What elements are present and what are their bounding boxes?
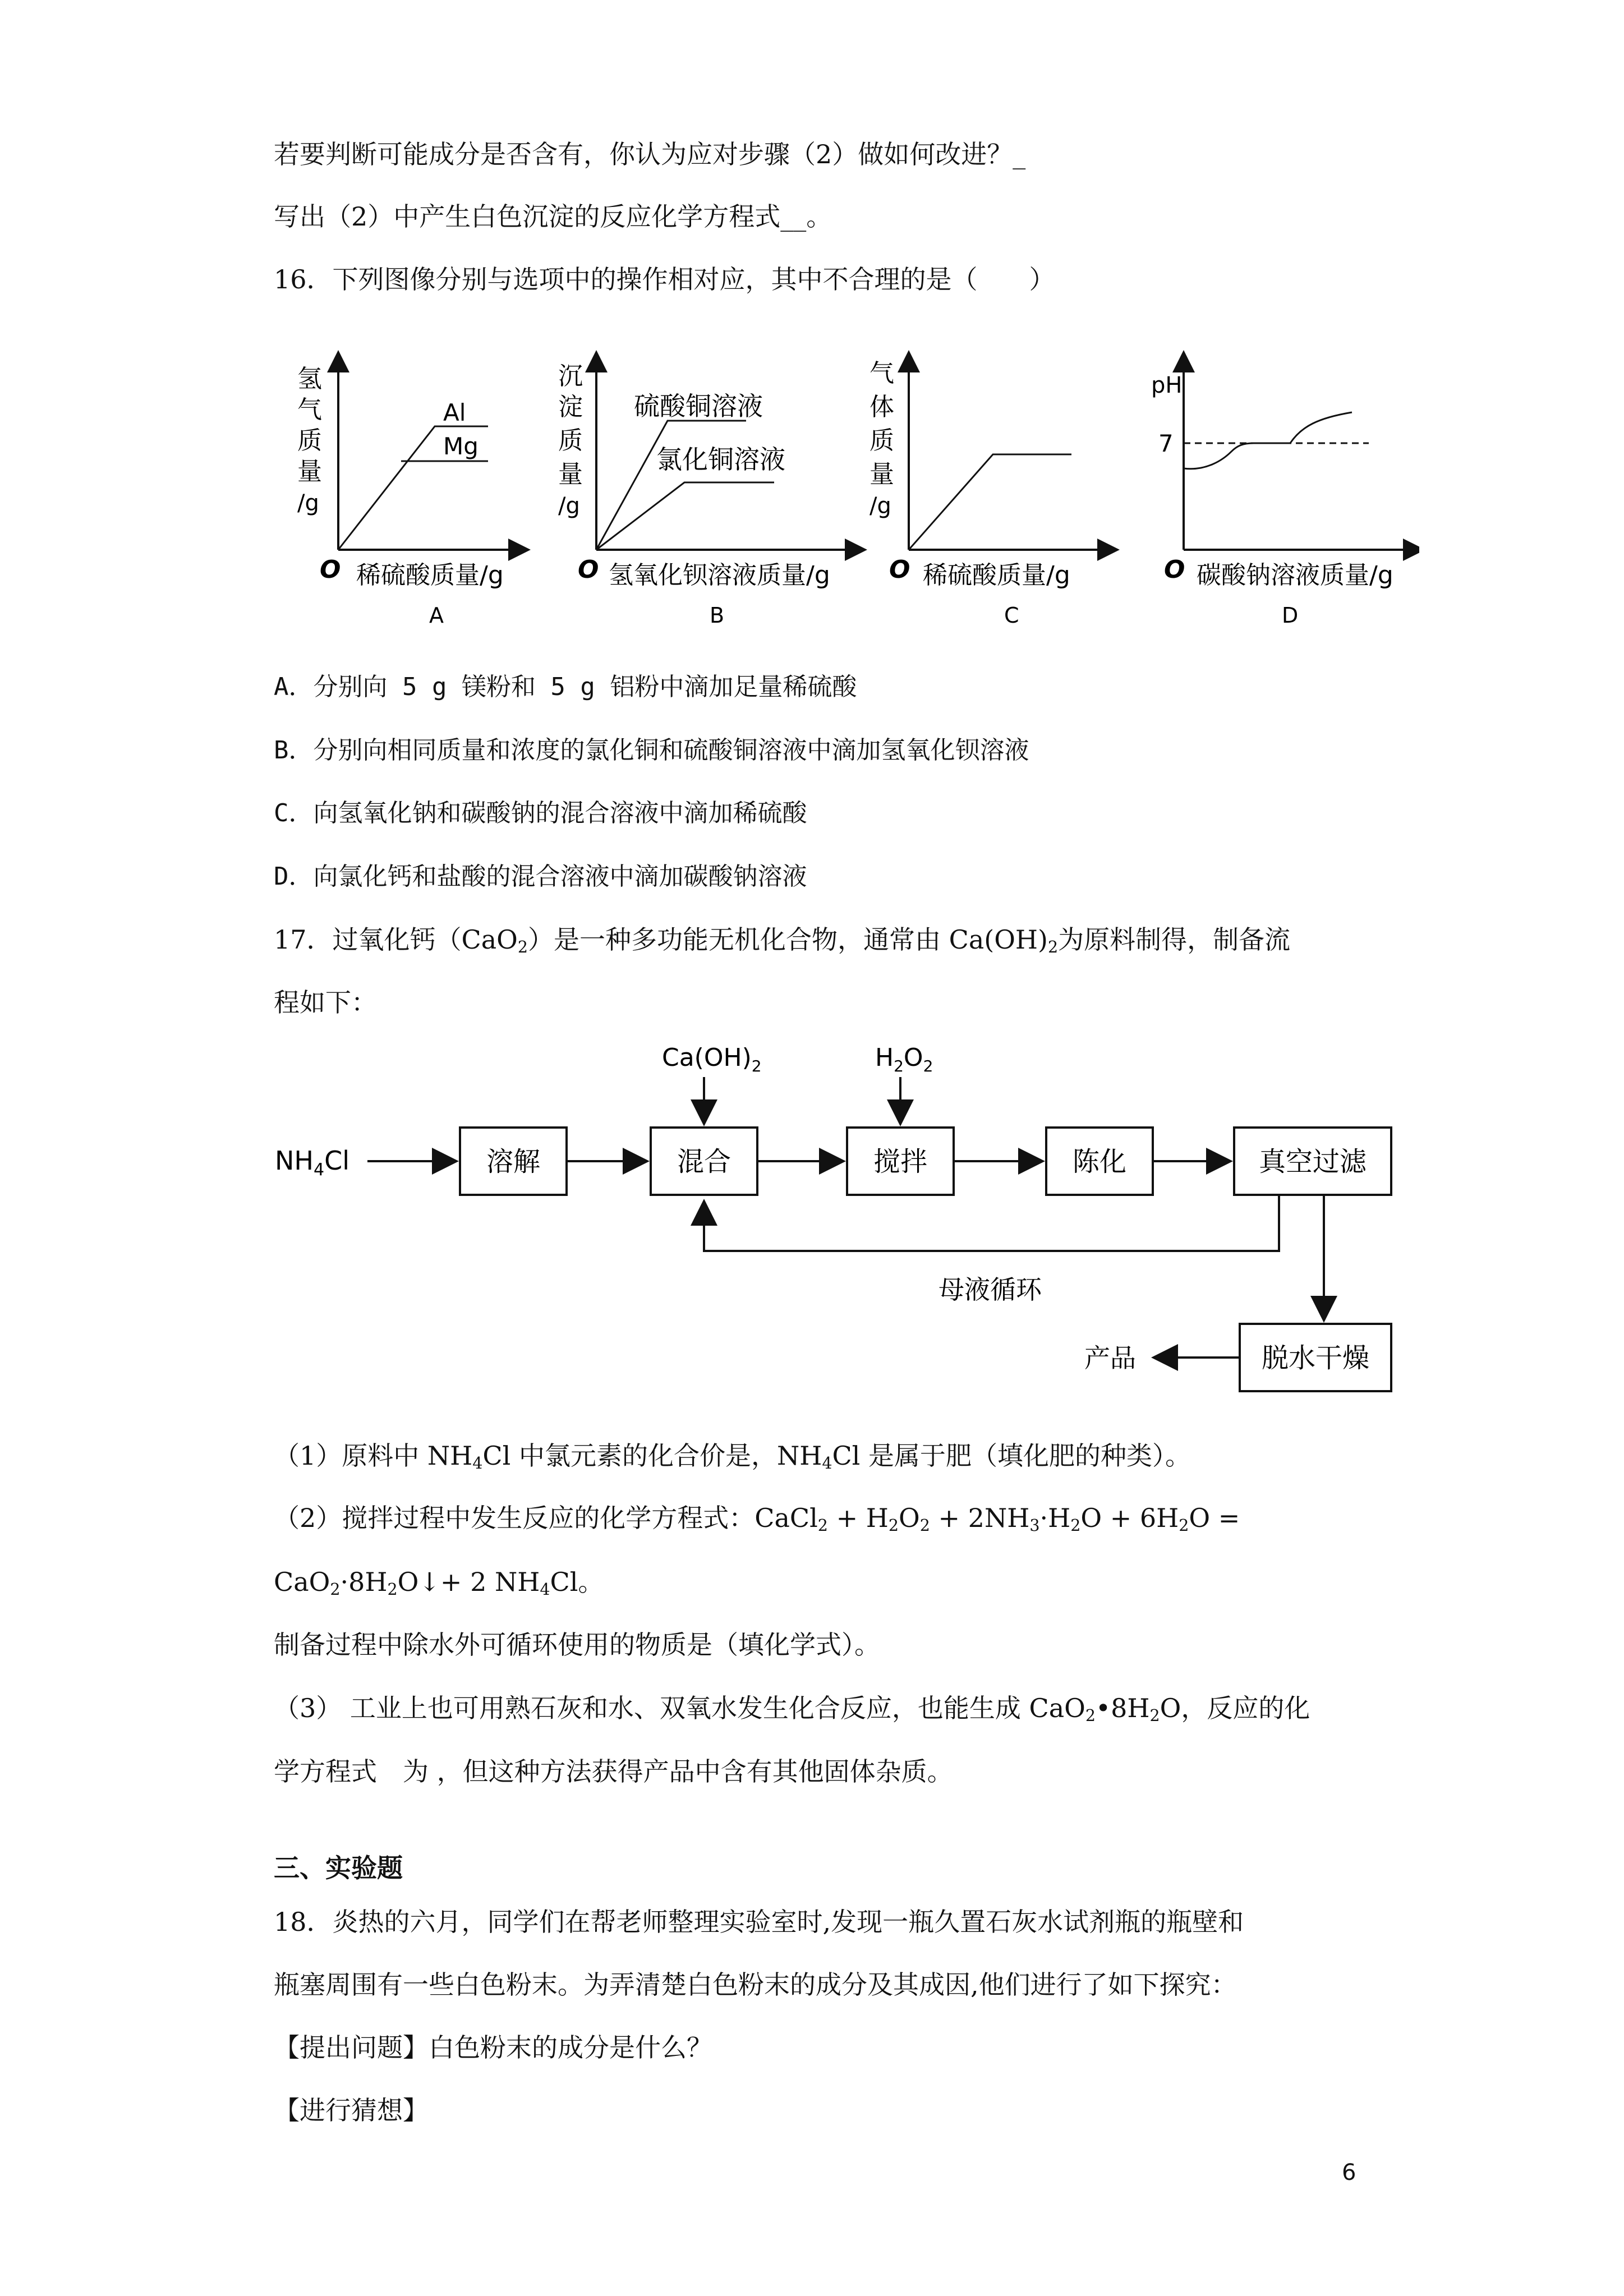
flow-box-vacuum-filter: 真空过滤 xyxy=(1258,1146,1367,1177)
chart-b-caption: B xyxy=(710,603,725,628)
q16-charts-figure xyxy=(280,342,1419,634)
q17-part2-cont: $CaO_2\cdot 8H_2O↓+ 2$ $NH_4Cl$。 xyxy=(274,1567,604,1599)
question-17: 17．过氧化钙（CaO$_2$）是一种多功能无机化合物，通常由 $Ca(OH)_2$为原料制得，制备流 xyxy=(274,924,1291,957)
chart-a-origin: O xyxy=(320,555,341,584)
chart-d xyxy=(1151,359,1416,628)
flow-input-h2o2: $H_2O_2$ xyxy=(875,1043,933,1075)
chart-a-ylabel-5: /g xyxy=(297,490,319,516)
chart-c-origin: O xyxy=(889,555,910,584)
chart-b-xlabel: 氢氧化钡溶液质量/g xyxy=(609,561,830,590)
flow-box-dissolve: 溶解 xyxy=(486,1146,541,1177)
chart-c-ylabel-4: 量 xyxy=(869,460,894,489)
chart-c-caption: C xyxy=(1004,603,1019,628)
chart-c xyxy=(869,359,1111,628)
flow-box-age: 陈化 xyxy=(1072,1146,1127,1177)
flow-box-dry: 脱水干燥 xyxy=(1261,1342,1370,1374)
text-line: 程如下： xyxy=(274,987,377,1018)
flow-box-stir: 搅拌 xyxy=(873,1146,928,1177)
chart-d-xlabel: 碳酸钠溶液质量/g xyxy=(1197,561,1393,590)
chart-a xyxy=(297,359,522,628)
chart-b-series-cuso4: 硫酸铜溶液 xyxy=(634,391,763,421)
chart-a-ylabel-2: 气 xyxy=(297,395,322,424)
flow-input-nh4cl: $NH_4Cl$ xyxy=(275,1145,349,1180)
chart-d-tick-7: 7 xyxy=(1158,430,1174,457)
chart-c-ylabel-1: 气 xyxy=(869,359,894,388)
flow-output-product: 产品 xyxy=(1084,1343,1136,1373)
q17-part2: （2）搅拌过程中发生反应的化学方程式：CaCl$_2$ + $H_2O_2 + 2NH_3\cdot H_2O + 6H_2O$ = xyxy=(274,1503,1240,1535)
option-c: C．向氢氧化钠和碳酸钠的混合溶液中滴加稀硫酸 xyxy=(274,799,807,827)
question-18: 18．炎热的六月，同学们在帮老师整理实验室时,发现一瓶久置石灰水试剂瓶的瓶壁和 xyxy=(274,1907,1244,1937)
chart-b-ylabel-1: 沉 xyxy=(558,362,583,390)
chart-a-ylabel-3: 质 xyxy=(297,426,322,455)
chart-b-ylabel-2: 淀 xyxy=(558,393,583,421)
chart-c-xlabel: 稀硫酸质量/g xyxy=(923,561,1070,590)
chart-d-ylabel: pH xyxy=(1151,372,1183,398)
question-16: 16．下列图像分别与选项中的操作相对应，其中不合理的是（ ） xyxy=(274,264,1055,295)
text-line: 【进行猜想】 xyxy=(274,2095,429,2125)
chart-b xyxy=(558,359,858,628)
text-line: 写出（2）中产生白色沉淀的反应化学方程式__。 xyxy=(274,201,832,232)
chart-c-ylabel-2: 体 xyxy=(869,393,894,421)
chart-c-ylabel-5: /g xyxy=(869,493,891,519)
chart-d-origin: O xyxy=(1164,555,1185,584)
chart-d-caption: D xyxy=(1282,603,1299,628)
chart-a-ylabel-4: 量 xyxy=(297,457,322,486)
text-line: 若要判断可能成分是否含有，你认为应对步骤（2）做如何改进？_ xyxy=(274,139,1026,169)
chart-b-series-cucl2: 氯化铜溶液 xyxy=(656,444,785,475)
q17-part1: （1）原料中 $NH_4Cl$ 中氯元素的化合价是，$NH_4Cl$ 是属于肥（填化肥的种类）。 xyxy=(274,1441,1191,1473)
option-d: D．向氯化钙和盐酸的混合溶液中滴加碳酸钠溶液 xyxy=(274,862,807,891)
section-heading: 三、实验题 xyxy=(274,1853,403,1883)
chart-b-ylabel-3: 质 xyxy=(558,426,583,455)
q17-part2-recycle: 制备过程中除水外可循环使用的物质是（填化学式）。 xyxy=(274,1630,880,1660)
q17-part3: （3） 工业上也可用熟石灰和水、双氧水发生化合反应，也能生成 $CaO_2•8H_2O$，反应的化 xyxy=(274,1693,1310,1726)
option-a: A．分别向 5 g 镁粉和 5 g 铝粉中滴加足量稀硫酸 xyxy=(274,673,857,701)
chart-b-ylabel-4: 量 xyxy=(558,460,583,489)
chart-b-ylabel-5: /g xyxy=(558,493,580,519)
chart-c-ylabel-3: 质 xyxy=(869,426,894,455)
option-b: B．分别向相同质量和浓度的氯化铜和硫酸铜溶液中滴加氢氧化钡溶液 xyxy=(274,736,1029,765)
chart-a-series-mg: Mg xyxy=(443,432,479,460)
chart-a-series-al: Al xyxy=(443,399,466,426)
q17-part3-cont: 学方程式 为 ，但这种方法获得产品中含有其他固体杂质。 xyxy=(274,1756,953,1787)
chart-b-origin: O xyxy=(578,555,599,584)
text-line: 【提出问题】白色粉末的成分是什么？ xyxy=(274,2032,712,2063)
chart-a-caption: A xyxy=(429,603,444,628)
chart-a-ylabel-1: 氢 xyxy=(297,365,322,393)
chart-a-xlabel: 稀硫酸质量/g xyxy=(356,561,504,590)
process-flow-diagram xyxy=(269,1032,1419,1408)
flow-input-caoh2: $Ca(OH)_2$ xyxy=(662,1043,762,1075)
page-number: 6 xyxy=(1342,2160,1356,2185)
flow-recycle-label: 母液循环 xyxy=(938,1274,1042,1305)
text-line: 瓶塞周围有一些白色粉末。为弄清楚白色粉末的成分及其成因,他们进行了如下探究： xyxy=(274,1970,1237,2000)
flow-box-mix: 混合 xyxy=(677,1146,732,1177)
